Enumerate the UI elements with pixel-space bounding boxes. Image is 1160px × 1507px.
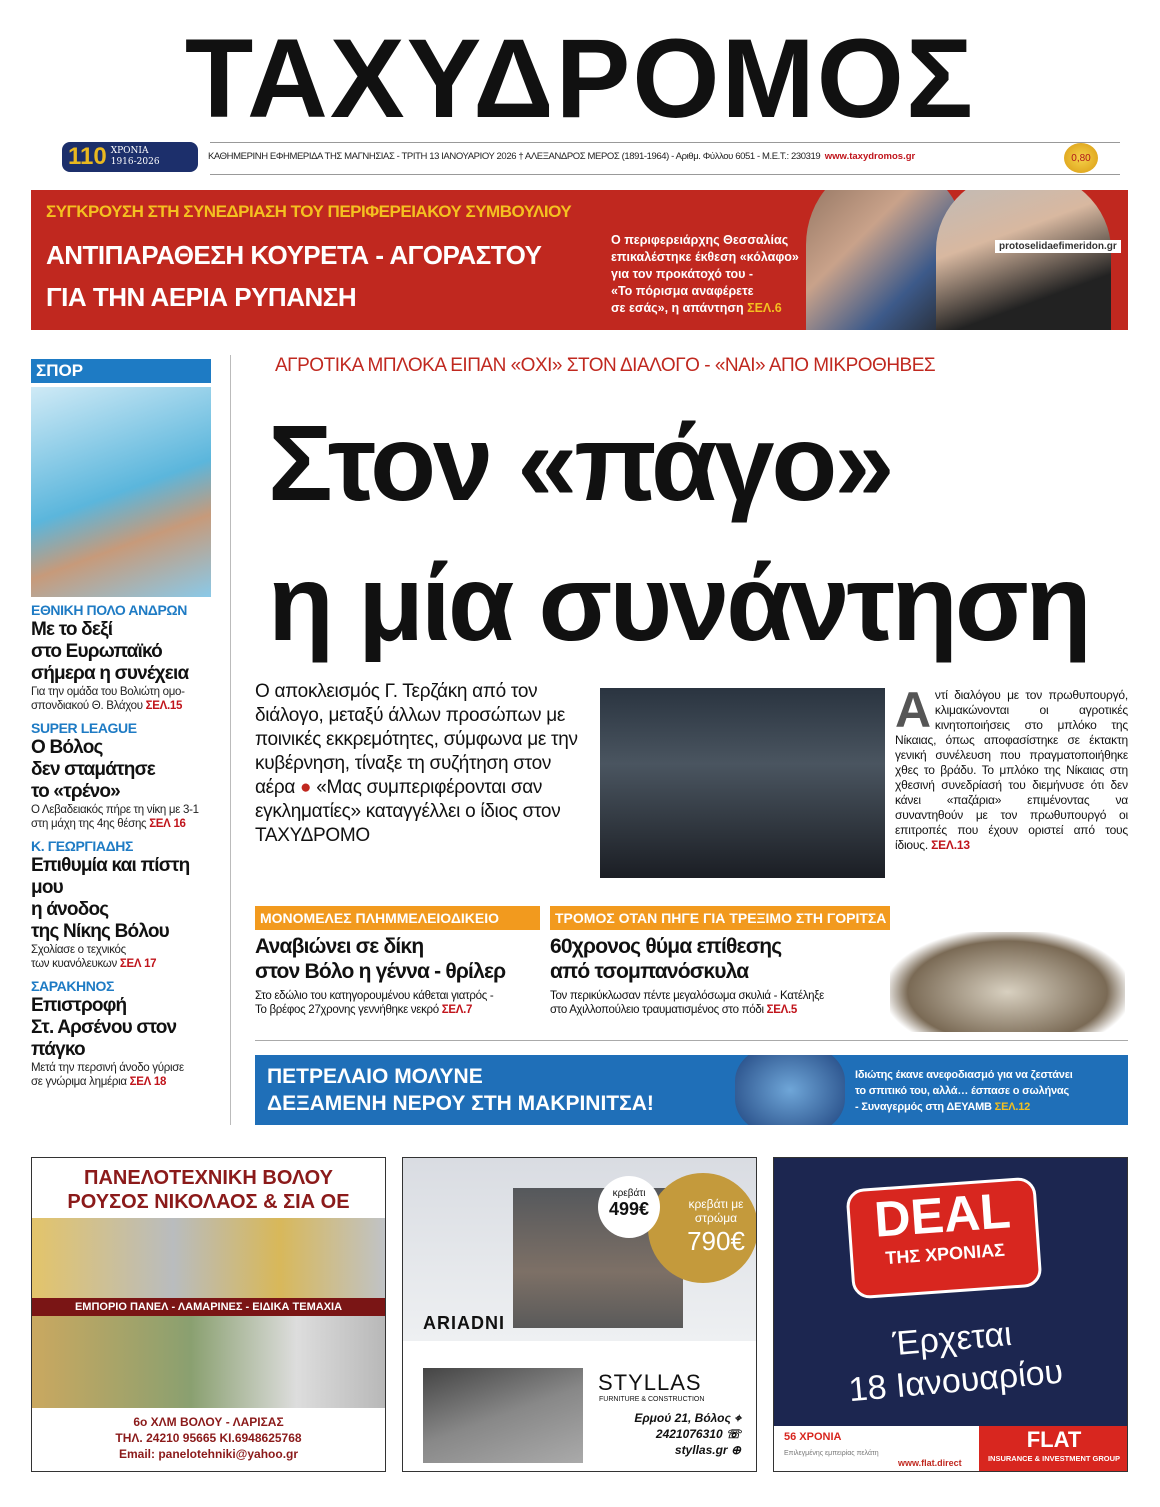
fuel-hose-photo bbox=[735, 1055, 845, 1125]
main-headline[interactable]: Στον «πάγο» bbox=[268, 402, 892, 523]
divider bbox=[210, 142, 1120, 143]
text: της Νίκης Βόλου bbox=[31, 921, 169, 942]
text: 6ο ΧΛΜ ΒΟΛΟΥ - ΛΑΡΙΣΑΣ bbox=[133, 1415, 284, 1429]
column-divider bbox=[230, 355, 231, 1125]
text: ARIADNI bbox=[423, 1313, 505, 1333]
text: το «τρένο» bbox=[31, 781, 120, 802]
text: FURNITURE & CONSTRUCTION bbox=[599, 1396, 705, 1403]
text: Τον περικύκλωσαν πέντε μεγαλόσωμα σκυλιά - Κατέληξε bbox=[550, 990, 824, 1002]
text: ΔΕΞΑΜΕΝΗ ΝΕΡΟΥ ΣΤΗ ΜΑΚΡΙΝΙΤΣΑ! bbox=[267, 1092, 654, 1115]
text: Μετά την περσινή άνοδο γύρισε bbox=[31, 1062, 184, 1074]
text: 499€ bbox=[608, 1199, 650, 1219]
text: Ο περιφερειάρχης Θεσσαλίας bbox=[611, 233, 789, 247]
ad-flat[interactable] bbox=[773, 1157, 1128, 1472]
text bbox=[634, 1410, 741, 1458]
text: σήμερα η συνέχεια bbox=[31, 663, 189, 684]
text bbox=[648, 1173, 757, 1283]
text: ΣΕΛ 16 bbox=[149, 818, 186, 830]
sport-item[interactable] bbox=[31, 838, 225, 971]
text: «Μας συμπεριφέρονται bbox=[316, 777, 506, 798]
text: ο ίδιος στον ΤΑΧΥΔΡΟΜΟ bbox=[255, 801, 561, 846]
globe-icon: ⊕ bbox=[730, 1443, 741, 1457]
text: Επιθυμία και πίστη μου bbox=[31, 855, 190, 898]
location-icon: ⌖ bbox=[734, 1411, 741, 1425]
text bbox=[634, 1426, 741, 1442]
text: Ο Βόλος bbox=[31, 737, 103, 758]
text: ΤΗΛ. 24210 95665 ΚΙ.6948625768 bbox=[115, 1431, 302, 1445]
text: τον διάλογο, μεταξύ άλλων προσώπων bbox=[255, 681, 542, 726]
text: Email: panelotehniki@yahoo.gr bbox=[118, 1447, 299, 1461]
sport-items bbox=[31, 602, 225, 1096]
top-story-summary bbox=[611, 232, 799, 317]
text bbox=[31, 957, 225, 971]
text bbox=[31, 737, 225, 803]
text: Για την ομάδα του Βολιώτη ομο- bbox=[31, 686, 185, 698]
text bbox=[550, 934, 880, 1017]
text: ΜΟΝΟΜΕΛΕΣ ΠΛΗΜΜΕΛΕΙΟΔΙΚΕΙΟ bbox=[255, 906, 540, 930]
text bbox=[31, 699, 225, 713]
text bbox=[550, 1003, 880, 1017]
text: ΣΕΛ.12 bbox=[994, 1101, 1031, 1113]
text bbox=[31, 817, 225, 831]
text: σε γνώριμα λημέρια bbox=[31, 1076, 127, 1088]
text: INSURANCE & INVESTMENT GROUP bbox=[987, 1454, 1121, 1463]
masthead-title: ΤΑΧΥΔΡΟΜΟΣ bbox=[184, 16, 976, 141]
text: ΡΟΥΣΟΣ ΝΙΚΟΛΑΟΣ & ΣΙΑ ΟΕ bbox=[67, 1191, 350, 1213]
watermark: protoselidaefimeridon.gr bbox=[995, 240, 1121, 253]
text: Ο αποκλεισμός Γ. Τερζάκη από bbox=[255, 681, 506, 702]
text: δεν σταμάτησε bbox=[31, 759, 156, 780]
text: η άνοδος bbox=[31, 899, 109, 920]
text: κρεβάτι με στρώμα bbox=[688, 1197, 744, 1225]
text: ΣΕΛ 17 bbox=[119, 958, 157, 970]
text: Έρχεται bbox=[891, 1314, 1014, 1364]
farmers-crowd-photo bbox=[600, 688, 885, 878]
text: Ερμού 21, Βόλος bbox=[634, 1411, 731, 1425]
text bbox=[634, 1410, 741, 1426]
text: σε εσάς», η απάντηση bbox=[611, 301, 744, 315]
sport-item[interactable] bbox=[31, 720, 225, 831]
ad-styllas[interactable] bbox=[402, 1157, 757, 1472]
text: σαν εγκληματίες» καταγγέλλει bbox=[255, 777, 543, 822]
text: 790€ bbox=[687, 1226, 745, 1256]
text: ΣΕΛ.7 bbox=[441, 1004, 473, 1016]
text bbox=[255, 934, 540, 1017]
text bbox=[811, 1306, 1097, 1414]
text: Αναβιώνει σε δίκη bbox=[255, 935, 424, 958]
water-polo-photo bbox=[31, 387, 211, 597]
text: Στ. Αρσένου στον πάγκο bbox=[31, 1017, 177, 1060]
text bbox=[255, 1003, 540, 1017]
text bbox=[31, 685, 225, 713]
divider bbox=[210, 174, 1120, 175]
text: 18 Ιανουαρίου bbox=[847, 1352, 1065, 1410]
top-story-band[interactable] bbox=[31, 190, 1128, 330]
text: - Συναγερμός στη ΔΕΥΑΜΒ bbox=[855, 1101, 992, 1113]
text: των κυανόλευκων bbox=[31, 958, 117, 970]
main-body bbox=[895, 682, 1128, 853]
text: Επιλεγμένης εμπειρίας πελάτη bbox=[784, 1450, 879, 1457]
text: σπονδιακού Θ. Βλάχου bbox=[31, 700, 143, 712]
text: επικαλέστηκε έκθεση «κόλαφο» bbox=[611, 250, 799, 264]
text: κρεβάτι bbox=[612, 1188, 646, 1199]
anniv-text bbox=[111, 146, 160, 168]
text: www.flat.direct bbox=[898, 1458, 962, 1468]
anniversary-badge bbox=[62, 142, 198, 172]
ad-panelotechniki[interactable] bbox=[31, 1157, 386, 1472]
text: στον Βόλο η γέννα - θρίλερ bbox=[255, 960, 506, 983]
text: ΤΡΟΜΟΣ ΟΤΑΝ ΠΗΓΕ ΓΙΑ ΤΡΕΞΙΜΟ ΣΤΗ ΓΟΡΙΤΣΑ bbox=[550, 906, 890, 930]
text: το σπιτικό του, αλλά… έσπασε ο σωλήνας bbox=[855, 1085, 1070, 1097]
text: «Το πόρισμα αναφέρετε bbox=[611, 284, 754, 298]
text: Σχολίασε ο τεχνικός bbox=[31, 944, 126, 956]
text: ΤΗΣ ΧΡΟΝΙΑΣ bbox=[884, 1239, 1006, 1269]
text: με την κυβέρνηση, τίναξε τη συζήτηση bbox=[255, 729, 578, 774]
text: ΠΑΝΕΛΟΤΕΧΝΙΚΗ ΒΟΛΟΥ bbox=[84, 1167, 333, 1189]
oil-summary bbox=[855, 1067, 1073, 1115]
text: ντί διαλόγου με τον πρωθυπουργό, κλιμακώνονται οι αγροτικές κινητοποιήσεις στο μπλόκο της Νίκαιας, όπως αποφασίστηκε σε έκτακτη γενική συνέλευση που πραγματοποιήθηκε χθες το βράδυ. Το μπλόκο της Νίκαιας στη χθεσινή συνεδρίασή του διεμήνυσε ότι δεν κάνει «παζάρια» επιμένοντας να συναντηθούν με τον πρωθυπουργό οι επιτροπές που έχουν οριστεί από τους ίδιους. bbox=[895, 688, 1128, 852]
text: ΕΘΝΙΚΗ ΠΟΛΟ ΑΝΔΡΩΝ bbox=[31, 602, 187, 618]
text: DEAL bbox=[872, 1182, 1013, 1248]
text: styllas.gr bbox=[674, 1443, 728, 1457]
text: ΣΕΛ.5 bbox=[766, 1004, 797, 1016]
text bbox=[31, 803, 225, 831]
text: STYLLAS bbox=[598, 1370, 702, 1395]
text: Κ. ΓΕΩΡΓΙΑΔΗΣ bbox=[31, 838, 133, 854]
text: FLAT bbox=[1026, 1427, 1082, 1452]
text: 2421076310 bbox=[655, 1427, 723, 1441]
price-badge: 0,80 bbox=[1064, 143, 1098, 173]
text bbox=[634, 1442, 741, 1458]
text: Ιδιώτης έκανε ανεφοδιασμό για να ζεστάνει bbox=[855, 1069, 1073, 1081]
text: στη μάχη της 4ης θέσης bbox=[31, 818, 147, 830]
top-story-headline: ΑΝΤΙΠΑΡΑΘΕΣΗ ΚΟΥΡΕΤΑ - ΑΓΟΡΑΣΤΟΥ bbox=[46, 240, 542, 270]
sport-item[interactable] bbox=[31, 978, 225, 1089]
oil-story-band[interactable] bbox=[255, 1055, 1128, 1125]
panels-photo bbox=[32, 1218, 385, 1298]
text bbox=[855, 1099, 1073, 1115]
issue-info-text: ΚΑΘΗΜΕΡΙΝΗ ΕΦΗΜΕΡΙΔΑ ΤΗΣ ΜΑΓΝΗΣΙΑΣ - ΤΡΙΤΗ 13 ΙΑΝΟΥΑΡΙΟΥ 2026 † ΑΛΕΞΑΝΔΡΟΣ ΜΕΡΟΣ (1891-1964) - Αριθμ. Φύλλου 6051 - Μ.Ε.Τ.: 230319 bbox=[208, 151, 821, 162]
text: ΕΜΠΟΡΙΟ ΠΑΝΕΛ - ΛΑΜΑΡΙΝΕΣ - ΕΙΔΙΚΑ ΤΕΜΑΧΙΑ bbox=[32, 1298, 385, 1316]
text: ΣΑΡΑΚΗΝΟΣ bbox=[31, 978, 114, 994]
issue-info bbox=[208, 151, 915, 162]
text: Το βρέφος 27χρονης γεννήθηκε νεκρό bbox=[255, 1004, 439, 1016]
text: για τον προκάτοχό του - bbox=[611, 267, 754, 281]
anniv-years: 1916-2026 bbox=[110, 157, 160, 167]
text: ΣΕΛ 18 bbox=[129, 1076, 167, 1088]
text: Επιστροφή bbox=[31, 995, 127, 1016]
drop-cap: Α bbox=[895, 682, 931, 738]
top-story-kicker: ΣΥΓΚΡΟΥΣΗ ΣΤΗ ΣΥΝΕΔΡΙΑΣΗ ΤΟΥ ΠΕΡΙΦΕΡΕΙΑΚΟΥ ΣΥΜΒΟΥΛΙΟΥ bbox=[46, 202, 572, 221]
text: Με το δεξί bbox=[31, 619, 113, 640]
text: Ο Λεβαδειακός πήρε τη νίκη με 3-1 bbox=[31, 804, 199, 816]
text: 60χρονος θύμα επίθεσης bbox=[550, 935, 782, 958]
text bbox=[979, 1426, 1128, 1472]
text: 56 ΧΡΟΝΙΑ bbox=[784, 1431, 842, 1443]
text bbox=[31, 1075, 225, 1089]
text bbox=[31, 943, 225, 971]
storage-bed-photo bbox=[423, 1368, 583, 1463]
bullet-icon: ● bbox=[300, 777, 312, 798]
text: ΣΕΛ.15 bbox=[145, 700, 183, 712]
main-lead bbox=[255, 680, 595, 848]
story-trial[interactable] bbox=[255, 906, 540, 1017]
oil-headline bbox=[267, 1063, 654, 1117]
site-url[interactable]: www.taxydromos.gr bbox=[824, 151, 916, 162]
page-ref: ΣΕΛ.6 bbox=[747, 301, 782, 315]
divider bbox=[255, 1040, 1128, 1041]
text bbox=[611, 300, 799, 317]
text bbox=[31, 619, 225, 685]
text bbox=[31, 1061, 225, 1089]
anniv-number: 110 bbox=[68, 143, 107, 170]
politician-photo bbox=[936, 190, 1111, 330]
anniv-label: ΧΡΟΝΙΑ bbox=[110, 146, 149, 156]
text: στον αέρα bbox=[255, 753, 552, 798]
story-dog-attack[interactable] bbox=[550, 906, 1128, 1017]
top-story-headline: ΓΙΑ ΤΗΝ ΑΕΡΙΑ ΡΥΠΑΝΣΗ bbox=[46, 282, 357, 312]
text: Στο εδώλιο του κατηγορουμένου κάθεται γιατρός - bbox=[255, 990, 494, 1002]
text bbox=[31, 855, 225, 943]
text bbox=[31, 995, 225, 1061]
text: ΠΕΤΡΕΛΑΙΟ ΜΟΛΥΝΕ bbox=[267, 1065, 483, 1088]
main-headline[interactable]: η μία συνάντηση bbox=[268, 542, 1089, 663]
text: στο Ευρωπαϊκό bbox=[31, 641, 162, 662]
text bbox=[598, 1176, 660, 1238]
phone-icon: ☏ bbox=[725, 1427, 741, 1441]
text: SUPER LEAGUE bbox=[31, 720, 137, 736]
panels-photo bbox=[32, 1316, 385, 1408]
text: στο Αχιλλοπούλειο τραυματισμένος στο πόδι bbox=[550, 1004, 764, 1016]
text: με ποινικές εκκρεμότητες, σύμφωνα bbox=[255, 705, 566, 750]
text bbox=[845, 1177, 1042, 1300]
page-ref: ΣΕΛ.13 bbox=[931, 838, 970, 852]
sport-section-label: ΣΠΟΡ bbox=[31, 359, 211, 383]
sport-item[interactable] bbox=[31, 602, 225, 713]
main-kicker: ΑΓΡΟΤΙΚΑ ΜΠΛΟΚΑ ΕΙΠΑΝ «ΟΧΙ» ΣΤΟΝ ΔΙΑΛΟΓΟ - «ΝΑΙ» ΑΠΟ ΜΙΚΡΟΘΗΒΕΣ bbox=[275, 355, 936, 376]
text: από τσομπανόσκυλα bbox=[550, 960, 749, 983]
